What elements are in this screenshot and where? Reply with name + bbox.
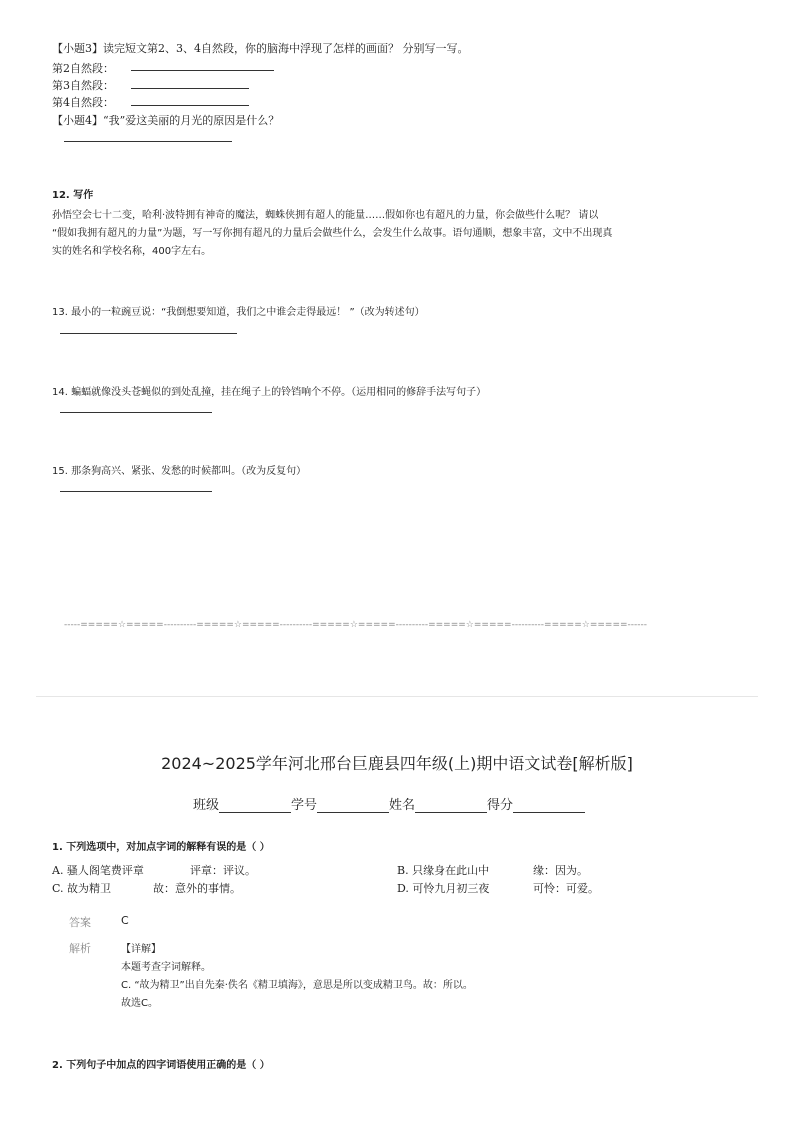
- q1-option-d: [397, 880, 489, 896]
- option-a-explanation: 评章：评议。: [190, 864, 256, 877]
- analysis-label: 解析: [69, 942, 91, 955]
- q14-answer-line: [60, 412, 212, 413]
- q12-heading: 12. 写作: [52, 190, 94, 201]
- detail-line3: 故选C。: [121, 998, 158, 1009]
- option-d-phrase: D. 可怜九月初三夜: [397, 882, 490, 895]
- score-blank: [513, 811, 585, 813]
- detail-heading: 【详解】: [121, 944, 161, 955]
- q14-text: 14. 蝙蝠就像没头苍蝇似的到处乱撞，挂在绳子上的铃铛响个不停。（运用相同的修辞手法写句子）: [52, 387, 487, 398]
- q4-prompt: 【小题4】“我”爱这美丽的月光的原因是什么？: [52, 114, 280, 127]
- para3-label: 第3自然段：: [52, 79, 114, 92]
- q13-text: 13. 最小的一粒豌豆说：“我倒想要知道，我们之中谁会走得最远！ ”（改为转述句）: [52, 307, 425, 318]
- detail-line2: C. “故为精卫”出自先秦·佚名《精卫填海》，意思是所以变成精卫鸟。故：所以。: [121, 980, 473, 991]
- option-b-explanation: 缘：因为。: [533, 864, 588, 877]
- class-label: 班级: [193, 798, 220, 813]
- q3-prompt: 【小题3】读完短文第2、3、4自然段，你的脑海中浮现了怎样的画面？ 分别写一写。: [52, 42, 469, 55]
- q1-option-a: [52, 862, 144, 878]
- option-d-explanation: 可怜：可爱。: [533, 882, 599, 895]
- para3-answer-line: [131, 88, 249, 89]
- option-a-phrase: A. 骚人阁笔费评章: [52, 864, 144, 877]
- option-c-phrase: C. 故为精卫: [52, 882, 112, 895]
- q13-answer-line: [60, 333, 237, 334]
- q15-answer-line: [60, 491, 212, 492]
- name-label: 姓名: [389, 798, 416, 813]
- q12-line1: 孙悟空会七十二变，哈利·波特拥有神奇的魔法，蜘蛛侠拥有超人的能量……假如你也有超凡的力量，你会做些什么呢？ 请以: [52, 210, 599, 221]
- option-b-phrase: B. 只缘身在此山中: [397, 864, 490, 877]
- student-id-blank: [317, 811, 389, 813]
- exam-title: 2024~2025学年河北邢台巨鹿县四年级(上)期中语文试卷[解析版]: [161, 754, 633, 773]
- answer-label: 答案: [69, 916, 91, 929]
- score-label: 得分: [487, 798, 514, 813]
- option-c-explanation: 故：意外的事情。: [153, 882, 241, 895]
- q1-text: 1. 下列选项中，对加点字词的解释有误的是（ ）: [52, 842, 270, 853]
- detail-line1: 本题考查字词解释。: [121, 962, 211, 973]
- class-blank: [219, 811, 291, 813]
- q2-text: 2. 下列句子中加点的四字词语使用正确的是（ ）: [52, 1060, 270, 1071]
- q1-option-b: [397, 862, 489, 878]
- q4-answer-line: [64, 141, 232, 142]
- q12-line3: 实的姓名和学校名称，400字左右。: [52, 246, 212, 257]
- para4-label: 第4自然段：: [52, 96, 114, 109]
- student-id-label: 学号: [291, 798, 318, 813]
- answer-value: C: [121, 914, 129, 927]
- para2-label: 第2自然段：: [52, 62, 114, 75]
- q15-text: 15. 那条狗高兴、紧张、发愁的时候都叫。（改为反复句）: [52, 466, 307, 477]
- sheet-separator: [36, 696, 758, 697]
- para2-answer-line: [131, 70, 274, 71]
- para4-answer-line: [131, 105, 249, 106]
- q1-option-c: [52, 880, 111, 896]
- info-row: [193, 794, 585, 813]
- name-blank: [415, 811, 487, 813]
- section-divider: -----=====☆=====----------=====☆=====----------=====☆=====----------=====☆=====----------=====☆=====------: [64, 620, 648, 630]
- q12-line2: “假如我拥有超凡的力量”为题，写一写你拥有超凡的力量后会做些什么，会发生什么故事。语句通顺，想象丰富，文中不出现真: [52, 228, 613, 239]
